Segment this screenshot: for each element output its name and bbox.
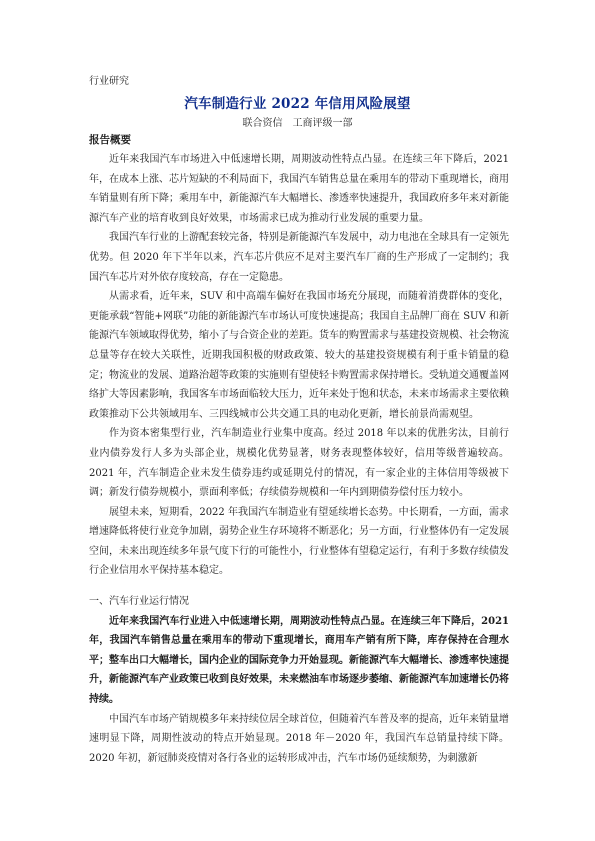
report-category: 行业研究	[89, 76, 129, 87]
summary-paragraph-2: 我国汽车行业的上游配套较完备，特别是新能源汽车发展中，动力电池在全球具有一定领先优势。但 2020 年下半年以来，汽车芯片供应不足对主要汽车厂商的生产形成了一定制约；我国汽车芯片对外依存度较高，存在一定隐患。	[89, 232, 509, 283]
summary-heading: 报告概要	[89, 134, 131, 146]
report-body	[89, 150, 509, 768]
summary-paragraph-3: 从需求看，近年来，SUV 和中高端车偏好在我国市场充分展现，而随着消费群体的变化，更能承载“智能+网联”功能的新能源汽车市场认可度快速提高；我国自主品牌厂商在 SUV 和新能源汽车领域取得优势，缩小了与合资企业的差距。货车的购置需求与基建投资规模、社会物流总量等存在较大关联性，近期我国积极的财政政策、较大的基建投资规模有利于重卡销量的稳定；物流业的发展、道路治超等政策的实施则有望使轻卡购置需求保持增长。受轨道交通覆盖网络扩大等因素影响，我国客车市场面临较大压力，近年来处于饱和状态，未来市场需求主要依赖政策推动下公共领域用车、三四线城市公共交通工具的电动化更新，增长前景尚需观望。	[89, 291, 509, 420]
section-1-emphasis: 近年来我国汽车行业进入中低速增长期，周期波动性特点凸显。在连续三年下降后，2021 年，我国汽车销售总量在乘用车的带动下重现增长，商用车产销有所下降，库存保持在合理水平；整车出口大幅增长，国内企业的国际竞争力开始显现。新能源汽车大幅增长、渗透率快速提升，新能源汽车产业政策已收到良好效果，未来燃油车市场逐步萎缩、新能源汽车加速增长仍将持续。	[89, 615, 509, 706]
section-1-heading: 一、汽车行业运行情况	[89, 596, 189, 608]
report-title: 汽车制造行业 2022 年信用风险展望	[184, 96, 411, 112]
summary-paragraph-4: 作为资本密集型行业，汽车制造业行业集中度高。经过 2018 年以来的优胜劣汰，目前行业内债券发行人多为头部企业，规模化优势显著，财务表现整体较好，信用等级普遍较高。2021 年，汽车制造企业未发生债券违约或延期兑付的情况，有一家企业的主体信用等级被下调；新发行债券规模小，票面利率低；存续债券规模和一年内到期债券偿付压力较小。	[89, 428, 509, 499]
summary-paragraph-5: 展望未来，短期看，2022 年我国汽车制造业有望延续增长态势。中长期看，一方面，需求增速降低将使行业竞争加剧，弱势企业生存环境将不断恶化；另一方面，行业整体仍有一定发展空间，未来出现连续多年景气度下行的可能性小，行业整体有望稳定运行，有利于多数存续债发行企业信用水平保持基本稳定。	[89, 506, 509, 577]
report-authors: 联合资信 工商评级一部	[242, 118, 353, 129]
section-1-paragraph: 中国汽车市场产销规模多年来持续位居全球首位，但随着汽车普及率的提高，近年来销量增速明显下降，周期性波动的特点开始显现。2018 年－2020 年，我国汽车总销量持续下降。2020 年初，新冠肺炎疫情对各行各业的运转形成冲击，汽车市场仍延续颓势，为刺激新	[89, 713, 509, 764]
summary-paragraph-1: 近年来我国汽车市场进入中低速增长期，周期波动性特点凸显。在连续三年下降后，2021 年，在成本上涨、芯片短缺的不利局面下，我国汽车销售总量在乘用车的带动下重现增长，商用车销量则有所下降；乘用车中，新能源汽车大幅增长、渗透率快速提升，我国政府多年来对新能源汽车产业的培育收到良好效果，市场需求已成为推动行业发展的重要力量。	[89, 154, 509, 224]
